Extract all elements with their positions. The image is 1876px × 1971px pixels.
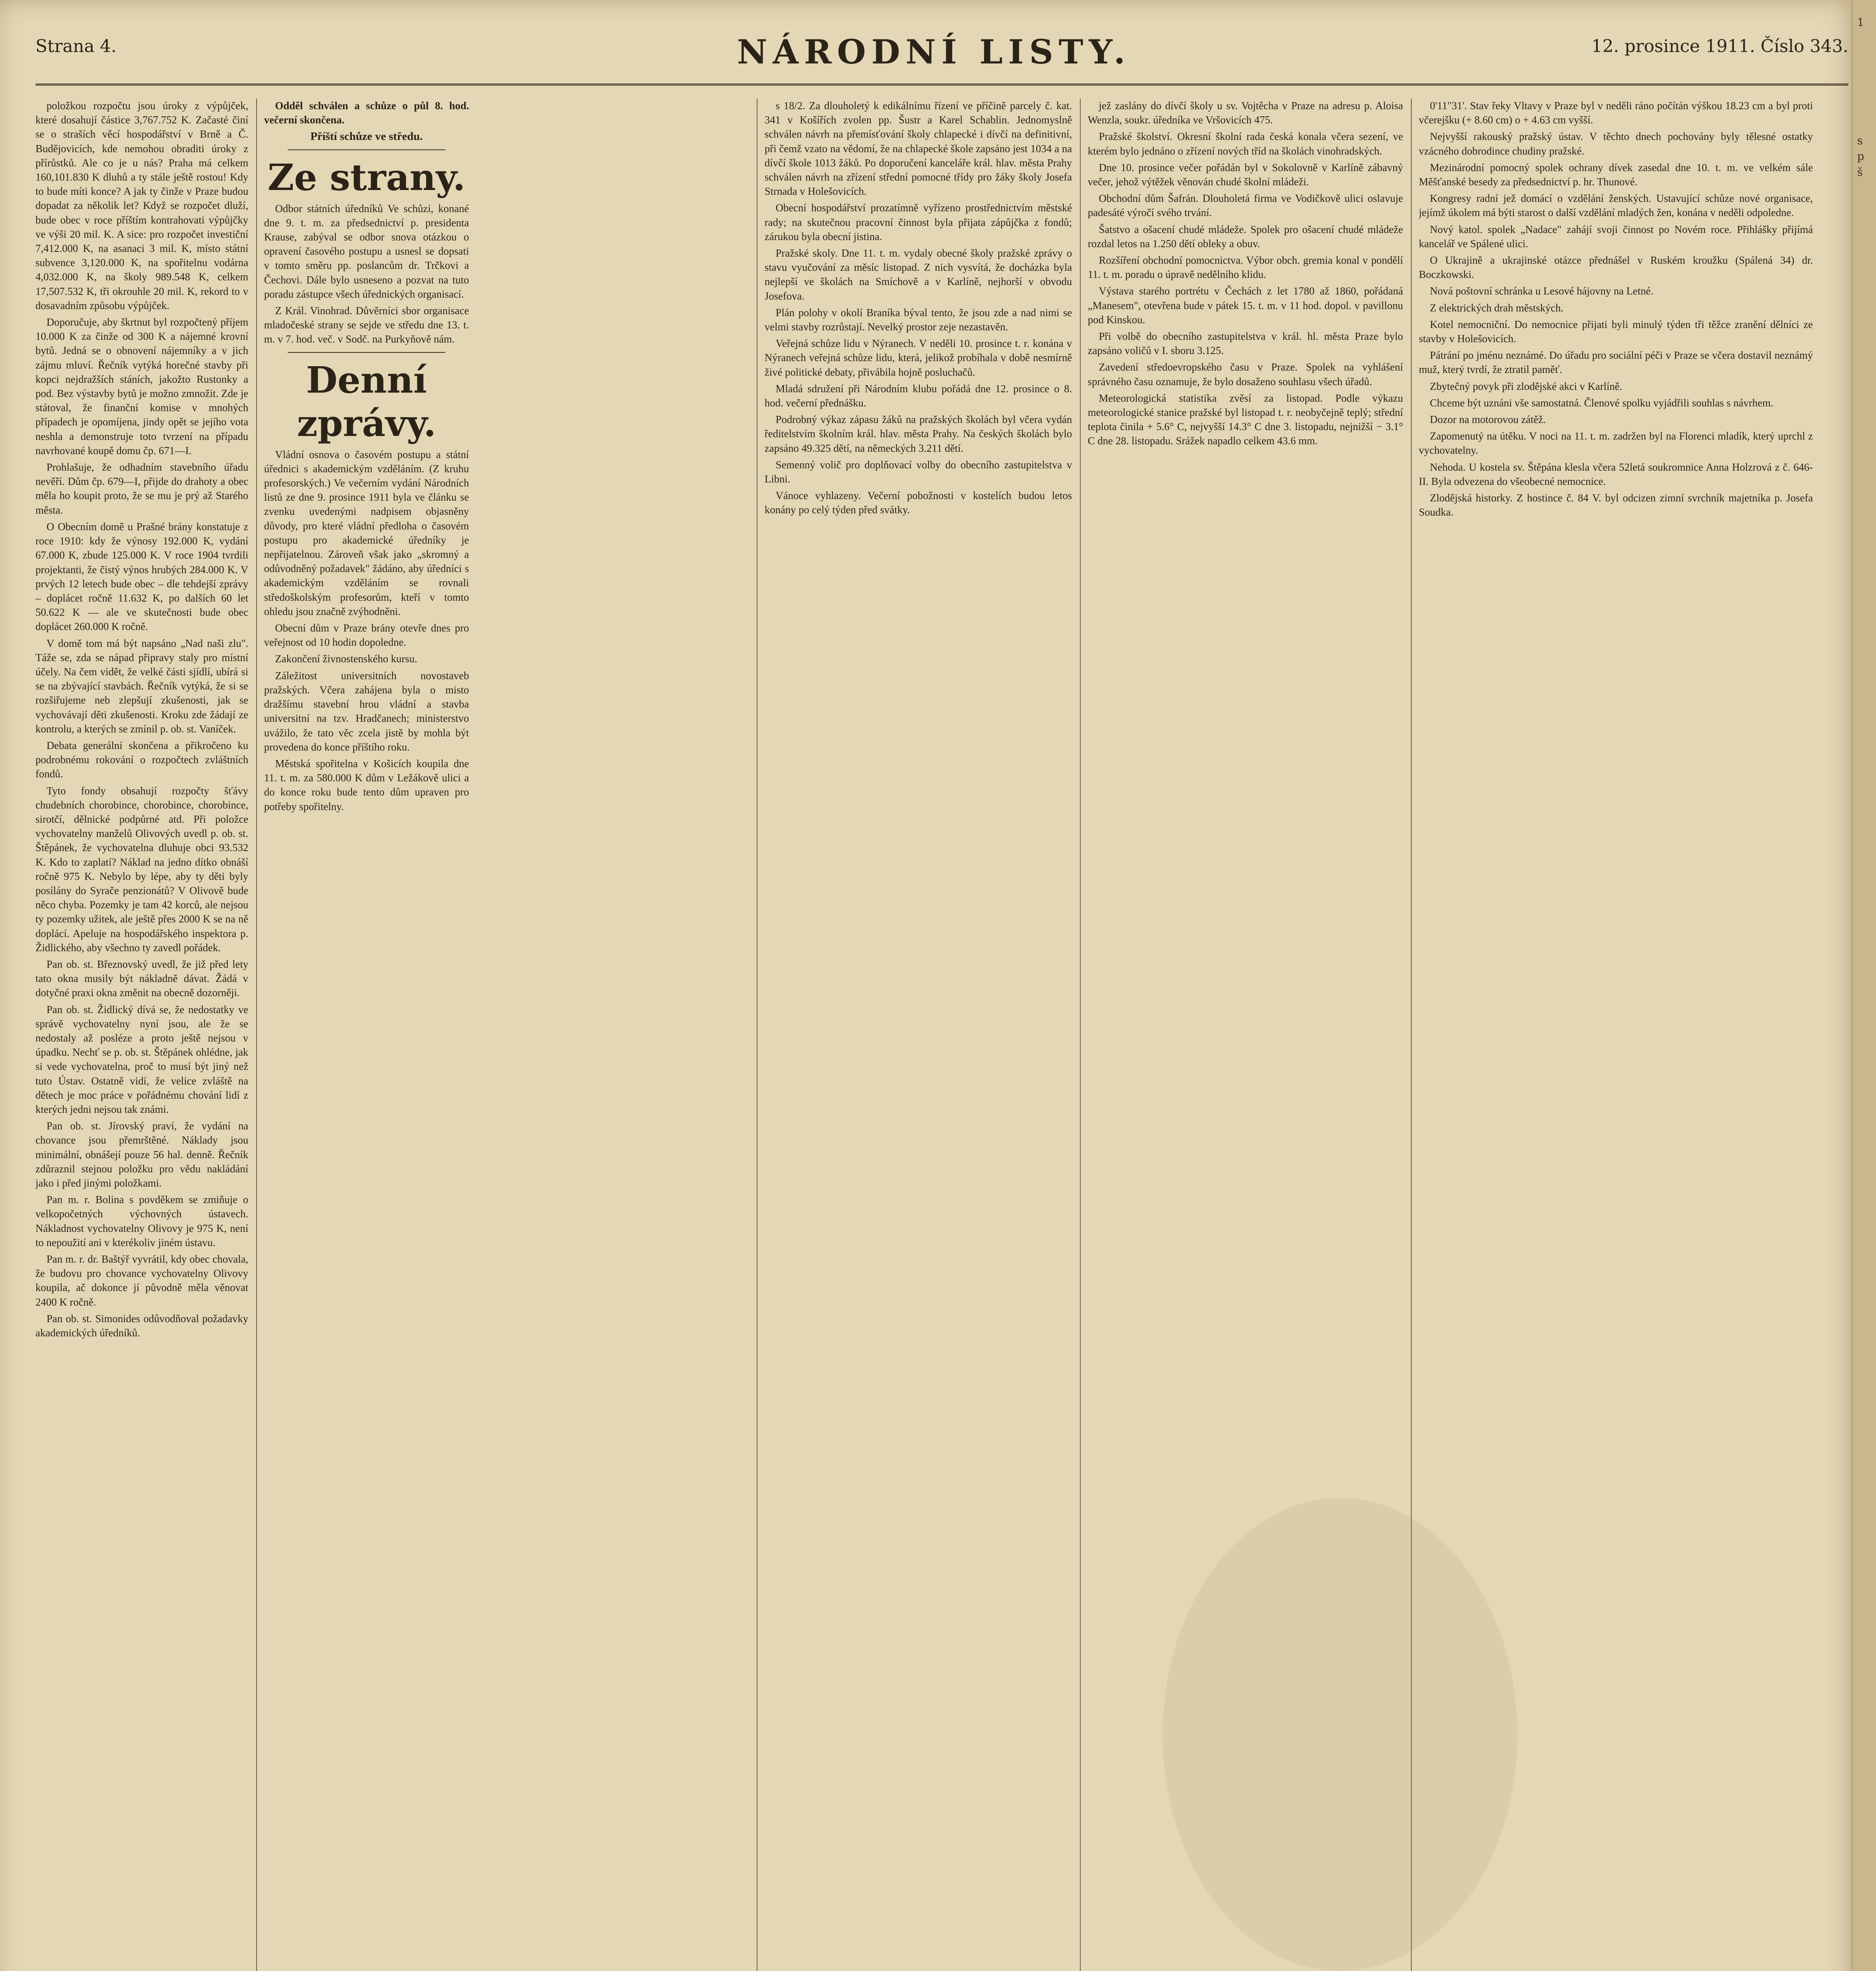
paragraph: Dozor na motorovou zátěž. (1430, 414, 1546, 426)
paragraph: Pražské školství. Okresní školní rada česká konala včera sezení, ve kterém bylo jednáno o zřízení nových tříd na školách vinohradských. (1088, 130, 1403, 157)
paragraph: Zapomenutý na útěku. V noci na 11. t. m. zadržen byl na Florenci mladík, který uprchl z vychovatelny. (1419, 430, 1813, 456)
paragraph: O Ukrajině a ukrajinské otázce přednášel v Ruském kroužku (Spálená 34) dr. Boczkowski. (1419, 254, 1813, 281)
paragraph: Pan ob. st. Jírovský praví, že vydání na chovance jsou přemrštěné. Náklady jsou minimální, obnášejí pouze 56 hal. denně. Řečník zdůraznil stejnou položku pro vědu nakládání jako i před jinými položkami. (35, 1120, 248, 1189)
page-number: Strana 4. (35, 36, 117, 56)
paragraph: Pan m. r. dr. Baštýř vyvrátil, kdy obec chovala, že budovu pro chovance vychovatelny Olivovy koupila, ač dokonce jí původně měla věnovat 2400 K ročně. (35, 1253, 248, 1308)
edge-glyph: š (1857, 166, 1863, 179)
paragraph: Podrobný výkaz zápasu žáků na pražských školách byl včera vydán ředitelstvím školním král. hlav. města Prahy. Na českých školách bylo zapsáno 49.325 dětí, na německých 3.211 dětí. (765, 414, 1072, 454)
paragraph: Debata generální skončena a přikročeno ku podrobnému rokování o rozpočtech zvláštních fondů. (35, 739, 248, 780)
paragraph: Nová poštovní schránka u Lesové hájovny na Letné. (1430, 285, 1653, 297)
paragraph: Pan ob. st. Simonides odůvodňoval požadavky akademických úředníků. (35, 1312, 248, 1339)
adjacent-page-edge (1852, 0, 1876, 1971)
column-4 (1088, 99, 1403, 1971)
paragraph: Plán polohy v okolí Braníka býval tento, že jsou zde a nad nimi se velmi stavby rozrůstají. Nevelký prostor zeje nezastavěn. (765, 306, 1072, 333)
edge-glyph: p (1857, 150, 1864, 163)
paragraph: Zbytečný povyk při zlodějské akci v Karlíně. (1430, 380, 1623, 392)
paragraph: Mezinárodní pomocný spolek ochrany dívek zasedal dne 10. t. m. ve velkém sále Měšťanské besedy za předsednictví p. hr. Thunové. (1419, 161, 1813, 188)
paragraph: Příští schůze ve středu. (310, 130, 423, 143)
paragraph: Prohlašuje, že odhadním stavebního úřadu nevěří. Dům čp. 679—I, přijde do drahoty a obec měla ho koupit proto, že se mu je prý až Starého města. (35, 461, 248, 516)
paragraph: Meteorologická statistika zvěsí za listopad. Podle výkazu meteorologické stanice pražské byl listopad t. r. neobyčejně teplý; střední teplota činila + 5.6° C, nejvyšší 14.3° C dne 3. listopadu, nejnižší − 3.1° C dne 28. listopadu. Srážek napadlo celkem 43.6 mm. (1088, 392, 1403, 447)
column-1 (35, 99, 248, 1971)
paragraph: Pan ob. st. Židlický dívá se, že nedostatky ve správě vychovatelny nyní jsou, ale že se nedostaly až posléze a proto ještě nejsou v úpadku. Nechť se p. ob. st. Štěpánek ohlédne, jak si vede vychovatelna, proč to musí být jiný než tuto Ústav. Ostatně vidí, že velice zvláště na dětech je moc práce v pořádnému chování lidí z kterých jedni nejsou tak známi. (35, 1003, 248, 1116)
paragraph: Pan ob. st. Březnovský uvedl, že již před lety tato okna musily být nákladně dávat. Žádá v dotyčné praxi okna změnit na obecně dozorněji. (35, 958, 248, 999)
column-5 (1419, 99, 1813, 1971)
paragraph: Mladá sdružení při Národním klubu pořádá dne 12. prosince o 8. hod. večerní přednášku. (765, 382, 1072, 409)
divider (288, 352, 445, 353)
paragraph: položkou rozpočtu jsou úroky z výpůjček, které dosahují částice 3,767.752 K. Začasté činí se o straších věcí hospodářství v Brně a Č. Budějovicích, kde nemohou obraditi úroky z přírůstků. Ale co je u nás? Praha má celkem 160,101.830 K dluhů a ty stále ještě rostou! Kdy to bude míti konce? A jak ty činže v Praze budou dopadat za několik let? Když se rozpočet dluží, bude obec v roce příštím kontrahovati výpůjčky ve výši 20 mil. K. A sice: pro rozpočet investiční 7,412.000 K, na asanaci 3 mil. K, místo státní subvence 3,120.000 K, na spořitelnu vodárna 4,032.000 K, na školy 989.548 K, celkem 17,507.532 K, tři okrouhle 20 mil. K, rekord to v dosavadním způsobu výpůjček. (35, 100, 248, 311)
masthead (35, 32, 1848, 86)
paragraph: jež zaslány do dívčí školy u sv. Vojtěcha v Praze na adresu p. Aloisa Wenzla, soukr. úředníka ve Vršovicích 475. (1088, 100, 1403, 126)
paragraph: Vládní osnova o časovém postupu a státní úřednici s akademickým vzděláním. (Z kruhu profesorských.) Ve večerním vydání Národních listů ze dne 9. prosince 1911 byla ve článku se zvenku uvedenými nadpisem objasněny důvody, pro které vládní předloha o časovém postupu pro akademické úředníky je nepřijatelnou. Zároveň však jako „skromný a odůvodněný požadavek" žádáno, aby úředníci s akademickým vzděláním se rovnali středoškolským profesorům, kteří v tomto ohledu jsou značně zvýhodněni. (264, 448, 469, 617)
paragraph: Pan m. r. Bolina s povděkem se zmiňuje o velkopočetných výchovných ústavech. Nákladnost vychovatelny Olivovy je 975 K, není to nepoužití ani v kterékoliv jiném ústavu. (35, 1194, 248, 1248)
paragraph: Tyto fondy obsahují rozpočty šťávy chudebních chorobince, chorobince, chorobince, sirotčí, dělnické podpůrné atd. Při položce vychovatelny manželů Olivových uvedl p. ob. st. Štěpánek, že vychovatelna dluhuje obci 93.532 K. Kdo to zaplatí? Náklad na jedno dítko obnáší ročně 975 K. Nebylo by lépe, aby ty děti byly posílány do Syrače penzionátů? V Olivově bude něco chyba. Pozemky je tam 42 korců, ale nejsou ty pozemky užitek, ale ještě přes 2000 K se na ně doplácí. Apeluje na hospodářského inspektora p. Židlického, aby všechno ty zavedl pořádek. (35, 784, 248, 954)
paragraph: Nehoda. U kostela sv. Štěpána klesla včera 52letá soukromnice Anna Holzrová z č. 646-II. Byla odvezena do všeobecné nemocnice. (1419, 461, 1813, 487)
paragraph: Dne 10. prosince večer pořádán byl v Sokolovně v Karlíně zábavný večer, jehož výtěžek věnován chudé školní mládeži. (1088, 161, 1403, 188)
column-rule (256, 99, 257, 1971)
paragraph: Záležitost universitních novostaveb pražských. Včera zahájena byla o misto dražšímu stavební hrou vládní a stavba universitní na tzv. Hradčanech; ministerstvo uvážilo, že tato věc zcela jistě by mohla být provedena do konce příštího roku. (264, 669, 469, 753)
newspaper-title: NÁRODNÍ LISTY. (737, 32, 1131, 71)
column-2 (264, 99, 469, 1971)
paragraph: 0'11"31'. Stav řeky Vltavy v Praze byl v neděli ráno počítán výškou 18.23 cm a byl proti včerejšku (+ 8.60 cm) o + 4.63 cm vyšší. (1419, 100, 1813, 126)
paragraph: Zavedení středoevropského času v Praze. Spolek na vyhlášení správného času oznamuje, že bylo dosaženo souhlasu všech úřadů. (1088, 361, 1403, 387)
column-rule (1080, 99, 1081, 1971)
paragraph: s 18/2. Za dlouholetý k edikálnímu řízení ve příčině parcely č. kat. 341 v Košířích zvolen pp. Šustr a Karel Schablin. Jednomyslně schválen návrh na přemísťování školy chlapecké i dívčí na definitivní, při čemž vzato na vědomí, že na chlapecké škole zapsáno jest 1034 a na dívčí škole 1013 žáků. Po doporučení kanceláře král. hlav. města Prahy schválen návrh na zřízení střední pomocné třídy pro žáky školy Josefa Strnada v Holešovicích. (765, 100, 1072, 197)
paragraph: Obecní hospodářství prozatímně vyřízeno prostřednictvím městské rady; na skutečnou pracovní činnost byla přijata zápůjčka z fondů; zárukou byla obecní jistina. (765, 202, 1072, 242)
section-heading-denni-zpravy: Denní zprávy. (297, 358, 436, 445)
paragraph: Výstava starého portrétu v Čechách z let 1780 až 1860, pořádaná „Manesem", otevřena bude v pátek 15. t. m. v 11 hod. dopol. v pavillonu pod Kinskou. (1088, 285, 1403, 326)
paragraph: Pražské skoly. Dne 11. t. m. vydaly obecné školy pražské zprávy o stavu vyučování za měsíc listopad. Z nich vysvítá, že docházka byla nejlepší ve školách na Smíchově a v Karlíně, nejhorší v obvodu Josefova. (765, 247, 1072, 302)
paragraph: Kotel nemocniční. Do nemocnice přijati byli minulý týden tři těžce zranění dělníci ze stavby v Holešovicích. (1419, 318, 1813, 345)
paragraph: Chceme být uznáni vše samostatná. Členové spolku vyjádřili souhlas s návrhem. (1430, 397, 1774, 409)
paragraph: Zlodějská historky. Z hostince č. 84 V. byl odcizen zimní svrchník majetníka p. Josefa Soudka. (1419, 492, 1813, 518)
paragraph: Vánoce vyhlazeny. Večerní pobožnosti v kostelích budou letos konány po celý týden před svátky. (765, 490, 1072, 516)
paragraph: V domě tom má být napsáno „Nad naši zlu". Táže se, zda se nápad připravy staly pro místní účely. Na čem vidět, že velké části sjídlí, ubírá si se na zbývající stavbách. Řečník vytýká, že si se rozšiřujeme neb zlepšují zkušenosti, jak se vychovávají děti zkušenosti. Kroku zde žádají ze kontrolu, a kterých se zmínil p. ob. st. Vaníček. (35, 637, 248, 735)
section-heading-ze-strany: Ze strany. (268, 156, 465, 199)
paragraph: Šatstvo a ošacení chudé mládeže. Spolek pro ošacení chudé mládeže rozdal letos na 1.250 dětí obleky a obuv. (1088, 223, 1403, 250)
paragraph: Rozšíření obchodní pomocnictva. Výbor obch. gremia konal v pondělí 11. t. m. poradu o úpravě nedělního klidu. (1088, 254, 1403, 281)
paragraph: Semenný volič pro doplňovací volby do obecního zastupitelstva v Libni. (765, 458, 1072, 485)
paragraph: Při volbě do obecního zastupitelstva v král. hl. města Praze bylo zapsáno voličů v I. sboru 3.125. (1088, 330, 1403, 357)
paragraph: Veřejná schůze lidu v Nýranech. V neděli 10. prosince t. r. konána v Nýranech veřejná schůze lidu, která, jelikož probíhala v době nesmírně živé politické debaty, přivábila hojně posluchačů. (765, 337, 1072, 378)
paragraph: O Obecním domě u Prašné brány konstatuje z roce 1910: kdy že výnosy 192.000 K, vydání 67.000 K, zbude 125.000 K. V roce 1904 tvrdili projektanti, že čistý výnos hrubých 284.000 K. V prvých 12 letech bude obec – dle tehdejší zprávy – doplácet ročně 11.632 K, po dalších 60 let 50.622 K — ale ve skutečnosti bude obec doplácet 260.000 K ročně. (35, 520, 248, 633)
paragraph: Městská spořitelna v Košicích koupila dne 11. t. m. za 580.000 K dům v Ležákově ulici a do konce roku bude tento dům upraven pro potřeby spořitelny. (264, 757, 469, 812)
paragraph: Nový katol. spolek „Nadace" zahájí svoji činnost po Novém roce. Přihlášky přijímá kancelář ve Spálené ulici. (1419, 223, 1813, 250)
edge-glyph: s (1857, 134, 1863, 147)
paragraph: Z elektrických drah městských. (1430, 302, 1563, 314)
paragraph: Odbor státních úředníků Ve schůzi, konané dne 9. t. m. za předsednictví p. presidenta Krause, zabýval se odbor snova otázkou o opravení časového postupu a usnesl se dopsati v tomto směru pp. poslancům dr. Trčkovi a Čechovi. Dále bylo usneseno a pozvat na tuto poradu zástupce všech úřednických organisací. (264, 202, 469, 300)
paragraph: Kongresy radní jež domácí o vzdělání ženských. Ustavující schůze nové organisace, jejímž úkolem má býti starost o další vzdělání mladých žen, konána v neděli odpoledne. (1419, 192, 1813, 219)
issue-date: 12. prosince 1911. Číslo 343. (1591, 36, 1848, 56)
column-3 (765, 99, 1072, 1971)
paragraph: Obchodní dům Šafrán. Dlouholetá firma ve Vodičkově ulici oslavuje padesáté výročí svého trvání. (1088, 192, 1403, 219)
paragraph: Zakončení živnostenského kursu. (275, 653, 417, 665)
paragraph: Pátrání po jménu neznámé. Do úřadu pro sociální péči v Praze se včera dostavil neznámý muž, který tvrdí, že ztratil paměť. (1419, 349, 1813, 376)
paragraph: Obecní dům v Praze brány otevře dnes pro veřejnost od 10 hodin dopoledne. (264, 622, 469, 648)
column-rule (1411, 99, 1412, 1971)
paragraph: Z Král. Vinohrad. Důvěrníci sbor organisace mladočeské strany se sejde ve středu dne 13. t. m. v 7. hod. več. v Sodč. na Purkyňově nám. (264, 305, 469, 345)
divider (288, 149, 445, 150)
paragraph: Nejvyšší rakouský pražský ústav. V těchto dnech pochovány byly tělesné ostatky vzácného dobrodince chudiny pražské. (1419, 130, 1813, 157)
paragraph: Doporučuje, aby škrtnut byl rozpočtený příjem 10.000 K za činže od 300 K a nájemné krovní bytů. Jedná se o obnovení nájemníky a v jich zájmu mluví. Řečník vytýká horečné stavby při kopci nejdražších stáních, jakožto Rustonky a pod. Bez výstavby bytů je možno zmnožit. Zde je státoval, že finanční komise v mnohých případech je opomíjena, jindy opět se jejího vota neshla a demonstruje toto tvrzení na případu navrhované koupě domu čp. 671—I. (35, 316, 248, 456)
paragraph: Odděl schválen a schůze o půl 8. hod. večerní skončena. (264, 100, 469, 126)
edge-glyph: 1 (1857, 16, 1864, 29)
